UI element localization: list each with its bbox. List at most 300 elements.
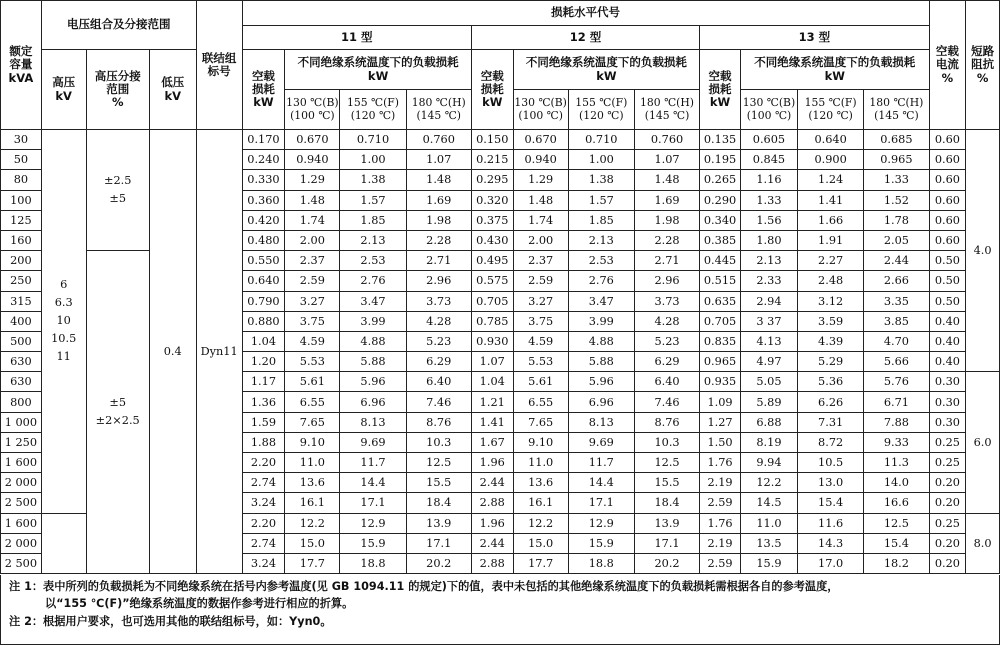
cell-value: 2.88: [471, 493, 513, 513]
cell-value: 12.5: [634, 453, 699, 473]
cell-value: 1.07: [471, 352, 513, 372]
cell-value: 6.55: [285, 392, 340, 412]
header-no-load-loss-13: 空载 损耗 kW: [700, 50, 741, 130]
cell-value: 1.00: [340, 150, 406, 170]
cell-value: 0.50: [929, 291, 966, 311]
cell-value: 4.28: [406, 311, 471, 331]
cell-value: 9.10: [285, 432, 340, 452]
cell-value: 0.295: [471, 170, 513, 190]
cell-value: 0.940: [513, 150, 568, 170]
cell-value: 0.60: [929, 230, 966, 250]
table-row: [1, 130, 1000, 150]
cell-capacity: 250: [1, 271, 42, 291]
cell-value: 17.0: [798, 553, 864, 573]
cell-value: 2.05: [864, 230, 929, 250]
cell-value: 0.940: [285, 150, 340, 170]
cell-capacity: 30: [1, 130, 42, 150]
cell-value: 14.4: [340, 473, 406, 493]
cell-value: 2.66: [864, 271, 929, 291]
cell-value: 4.88: [568, 331, 634, 351]
cell-value: 2.71: [634, 251, 699, 271]
cell-tap-range-1: ±2.5 ±5: [86, 130, 149, 251]
cell-value: 0.670: [285, 130, 340, 150]
cell-capacity: 2 500: [1, 553, 42, 573]
header-temp-h-12: 180 ℃(H) (145 ℃): [634, 90, 699, 130]
cell-value: 0.60: [929, 170, 966, 190]
cell-value: 5.36: [798, 372, 864, 392]
cell-value: 10.3: [406, 432, 471, 452]
cell-value: 17.1: [406, 533, 471, 553]
cell-value: 2.33: [740, 271, 797, 291]
cell-value: 0.320: [471, 190, 513, 210]
cell-value: 1.74: [285, 210, 340, 230]
cell-value: 1.85: [568, 210, 634, 230]
cell-value: 15.0: [513, 533, 568, 553]
cell-capacity: 400: [1, 311, 42, 331]
cell-value: 6.29: [406, 352, 471, 372]
cell-connection-merged: Dyn11: [196, 130, 242, 574]
cell-value: 2.48: [798, 271, 864, 291]
cell-value: 12.2: [285, 513, 340, 533]
cell-value: 1.56: [740, 210, 797, 230]
cell-value: 1.41: [798, 190, 864, 210]
header-load-loss-11: 不同绝缘系统温度下的负载损耗 kW: [285, 50, 472, 90]
cell-value: 4.59: [513, 331, 568, 351]
cell-value: 0.845: [740, 150, 797, 170]
cell-value: 1.04: [242, 331, 285, 351]
cell-value: 15.4: [864, 533, 929, 553]
cell-value: 0.635: [700, 291, 741, 311]
cell-lv-merged: 0.4: [149, 130, 196, 574]
cell-value: 0.40: [929, 352, 966, 372]
cell-value: 3.99: [340, 311, 406, 331]
cell-value: 3.85: [864, 311, 929, 331]
cell-value: 3.27: [513, 291, 568, 311]
cell-value: 0.480: [242, 230, 285, 250]
cell-value: 1.21: [471, 392, 513, 412]
cell-value: 2.44: [471, 533, 513, 553]
cell-value: 1.27: [700, 412, 741, 432]
cell-value: 2.59: [700, 553, 741, 573]
cell-value: 0.935: [700, 372, 741, 392]
cell-value: 2.94: [740, 291, 797, 311]
cell-value: 0.575: [471, 271, 513, 291]
header-voltage-combo: 电压组合及分接范围: [41, 1, 196, 50]
cell-value: 3.24: [242, 553, 285, 573]
cell-value: 0.25: [929, 513, 966, 533]
cell-value: 17.1: [340, 493, 406, 513]
cell-value: 4.39: [798, 331, 864, 351]
cell-value: 1.41: [471, 412, 513, 432]
cell-value: 0.60: [929, 150, 966, 170]
header-type-12: 12 型: [471, 26, 699, 50]
cell-value: 1.96: [471, 453, 513, 473]
cell-value: 1.17: [242, 372, 285, 392]
cell-value: 1.76: [700, 513, 741, 533]
cell-value: 15.9: [340, 533, 406, 553]
cell-impedance-2: 6.0: [966, 372, 1000, 513]
cell-value: 1.09: [700, 392, 741, 412]
cell-value: 12.2: [513, 513, 568, 533]
header-loss-level: 损耗水平代号: [242, 1, 929, 26]
cell-value: 9.94: [740, 453, 797, 473]
cell-capacity: 200: [1, 251, 42, 271]
cell-value: 1.88: [242, 432, 285, 452]
cell-value: 0.60: [929, 130, 966, 150]
cell-value: 3.73: [406, 291, 471, 311]
cell-value: 1.59: [242, 412, 285, 432]
header-connection: 联结组 标号: [196, 1, 242, 130]
cell-value: 13.6: [513, 473, 568, 493]
cell-capacity: 1 600: [1, 453, 42, 473]
cell-value: 1.69: [634, 190, 699, 210]
cell-value: 2.00: [513, 230, 568, 250]
cell-value: 17.1: [634, 533, 699, 553]
header-temp-b-11: 130 ℃(B) (100 ℃): [285, 90, 340, 130]
cell-value: 7.46: [406, 392, 471, 412]
cell-value: 1.20: [242, 352, 285, 372]
cell-value: 15.9: [568, 533, 634, 553]
cell-value: 14.5: [740, 493, 797, 513]
cell-value: 2.20: [242, 453, 285, 473]
cell-value: 3.27: [285, 291, 340, 311]
cell-value: 1.98: [634, 210, 699, 230]
cell-value: 6.40: [406, 372, 471, 392]
cell-value: 0.195: [700, 150, 741, 170]
cell-value: 0.550: [242, 251, 285, 271]
cell-value: 10.5: [798, 453, 864, 473]
cell-value: 0.445: [700, 251, 741, 271]
cell-value: 0.965: [700, 352, 741, 372]
cell-value: 1.48: [634, 170, 699, 190]
cell-value: 2.44: [864, 251, 929, 271]
cell-value: 5.61: [285, 372, 340, 392]
cell-value: 15.4: [798, 493, 864, 513]
cell-capacity: 500: [1, 331, 42, 351]
cell-value: 2.20: [242, 513, 285, 533]
cell-value: 1.38: [568, 170, 634, 190]
header-hv: 高压 kV: [41, 50, 86, 130]
cell-value: 8.13: [340, 412, 406, 432]
cell-value: 2.37: [513, 251, 568, 271]
note-2: 注 2：根据用户要求，也可选用其他的联结组标号，如：Yyn0。: [9, 614, 332, 628]
cell-value: 0.640: [242, 271, 285, 291]
cell-value: 1.00: [568, 150, 634, 170]
cell-value: 3.75: [513, 311, 568, 331]
header-temp-f-12: 155 ℃(F) (120 ℃): [568, 90, 634, 130]
cell-value: 1.57: [340, 190, 406, 210]
cell-value: 0.150: [471, 130, 513, 150]
cell-value: 1.07: [634, 150, 699, 170]
cell-value: 0.60: [929, 210, 966, 230]
cell-value: 18.8: [340, 553, 406, 573]
header-temp-f-13: 155 ℃(F) (120 ℃): [798, 90, 864, 130]
cell-value: 1.38: [340, 170, 406, 190]
cell-value: 0.880: [242, 311, 285, 331]
cell-value: 18.4: [406, 493, 471, 513]
header-hv-tap: 高压分接 范围 %: [86, 50, 149, 130]
cell-value: 4.28: [634, 311, 699, 331]
cell-value: 3.47: [340, 291, 406, 311]
header-lv: 低压 kV: [149, 50, 196, 130]
cell-hv-merged: 6 6.3 10 10.5 11: [41, 130, 86, 514]
cell-value: 9.69: [340, 432, 406, 452]
note-1-line-2: 以“155 ℃(F)”绝缘系统温度的数据作参考进行相应的折算。: [45, 597, 354, 611]
cell-value: 0.240: [242, 150, 285, 170]
cell-value: 5.29: [798, 352, 864, 372]
cell-value: 6.40: [634, 372, 699, 392]
cell-capacity: 125: [1, 210, 42, 230]
cell-value: 3.12: [798, 291, 864, 311]
cell-value: 7.46: [634, 392, 699, 412]
cell-value: 1.80: [740, 230, 797, 250]
cell-capacity: 1 600: [1, 513, 42, 533]
cell-value: 1.57: [568, 190, 634, 210]
cell-value: 7.65: [513, 412, 568, 432]
cell-value: 3.24: [242, 493, 285, 513]
cell-value: 6.55: [513, 392, 568, 412]
cell-value: 11.7: [340, 453, 406, 473]
cell-value: 8.13: [568, 412, 634, 432]
cell-value: 15.5: [634, 473, 699, 493]
cell-value: 5.23: [634, 331, 699, 351]
cell-value: 5.23: [406, 331, 471, 351]
cell-value: 0.265: [700, 170, 741, 190]
cell-value: 18.2: [864, 553, 929, 573]
cell-value: 11.3: [864, 453, 929, 473]
cell-value: 0.170: [242, 130, 285, 150]
header-temp-b-13: 130 ℃(B) (100 ℃): [740, 90, 797, 130]
cell-value: 2.59: [285, 271, 340, 291]
cell-value: 4.59: [285, 331, 340, 351]
cell-value: 16.1: [285, 493, 340, 513]
cell-value: 4.88: [340, 331, 406, 351]
cell-value: 18.8: [568, 553, 634, 573]
cell-value: 0.495: [471, 251, 513, 271]
cell-value: 7.31: [798, 412, 864, 432]
cell-value: 2.74: [242, 473, 285, 493]
cell-value: 5.05: [740, 372, 797, 392]
cell-value: 5.96: [568, 372, 634, 392]
cell-value: 1.76: [700, 453, 741, 473]
cell-value: 0.385: [700, 230, 741, 250]
cell-value: 8.76: [634, 412, 699, 432]
cell-value: 1.85: [340, 210, 406, 230]
cell-value: 0.430: [471, 230, 513, 250]
cell-value: 12.5: [864, 513, 929, 533]
cell-value: 11.6: [798, 513, 864, 533]
cell-value: 2.88: [471, 553, 513, 573]
cell-capacity: 800: [1, 392, 42, 412]
cell-value: 0.375: [471, 210, 513, 230]
cell-value: 14.4: [568, 473, 634, 493]
cell-value: 3.75: [285, 311, 340, 331]
cell-value: 2.19: [700, 473, 741, 493]
cell-value: 0.40: [929, 311, 966, 331]
cell-capacity: 100: [1, 190, 42, 210]
cell-value: 16.1: [513, 493, 568, 513]
cell-value: 2.71: [406, 251, 471, 271]
cell-value: 5.53: [513, 352, 568, 372]
cell-value: 1.98: [406, 210, 471, 230]
cell-value: 9.10: [513, 432, 568, 452]
cell-value: 0.965: [864, 150, 929, 170]
cell-value: 1.29: [285, 170, 340, 190]
cell-value: 17.7: [285, 553, 340, 573]
cell-value: 0.670: [513, 130, 568, 150]
cell-value: 2.53: [568, 251, 634, 271]
cell-value: 17.1: [568, 493, 634, 513]
cell-value: 18.4: [634, 493, 699, 513]
cell-capacity: 630: [1, 372, 42, 392]
cell-capacity: 80: [1, 170, 42, 190]
cell-value: 7.65: [285, 412, 340, 432]
cell-value: 0.290: [700, 190, 741, 210]
cell-value: 2.44: [471, 473, 513, 493]
cell-value: 0.20: [929, 473, 966, 493]
cell-value: 2.59: [513, 271, 568, 291]
cell-value: 5.66: [864, 352, 929, 372]
cell-value: 2.53: [340, 251, 406, 271]
cell-value: 1.07: [406, 150, 471, 170]
cell-impedance-1: 4.0: [966, 130, 1000, 372]
cell-value: 3.35: [864, 291, 929, 311]
cell-value: 8.72: [798, 432, 864, 452]
header-type-11: 11 型: [242, 26, 471, 50]
cell-value: 2.28: [406, 230, 471, 250]
cell-value: 0.640: [798, 130, 864, 150]
cell-impedance-3: 8.0: [966, 513, 1000, 574]
cell-value: 4.13: [740, 331, 797, 351]
cell-value: 0.135: [700, 130, 741, 150]
cell-value: 1.29: [513, 170, 568, 190]
cell-value: 14.3: [798, 533, 864, 553]
header-temp-h-13: 180 ℃(H) (145 ℃): [864, 90, 929, 130]
cell-value: 2.96: [634, 271, 699, 291]
cell-value: 13.6: [285, 473, 340, 493]
note-1-line-1: 注 1：表中所列的负载损耗为不同绝缘系统在括号内参考温度(见 GB 1094.11 的规定)下的值，表中未包括的其他绝缘系统温度下的负载损耗需根据各自的参考温度，: [9, 580, 839, 593]
cell-value: 7.88: [864, 412, 929, 432]
cell-value: 13.9: [406, 513, 471, 533]
cell-hv-blank: [41, 513, 86, 574]
cell-value: 0.835: [700, 331, 741, 351]
cell-capacity: 630: [1, 352, 42, 372]
cell-value: 1.16: [740, 170, 797, 190]
cell-value: 0.340: [700, 210, 741, 230]
cell-value: 2.00: [285, 230, 340, 250]
cell-capacity: 2 000: [1, 473, 42, 493]
cell-value: 4.97: [740, 352, 797, 372]
header-temp-b-12: 130 ℃(B) (100 ℃): [513, 90, 568, 130]
cell-value: 3.99: [568, 311, 634, 331]
cell-value: 15.9: [740, 553, 797, 573]
cell-value: 6.96: [340, 392, 406, 412]
cell-value: 2.59: [700, 493, 741, 513]
cell-value: 0.40: [929, 331, 966, 351]
cell-value: 11.7: [568, 453, 634, 473]
table-notes: [0, 575, 1000, 645]
cell-value: 0.50: [929, 271, 966, 291]
cell-value: 0.785: [471, 311, 513, 331]
cell-value: 15.0: [285, 533, 340, 553]
cell-value: 14.0: [864, 473, 929, 493]
cell-value: 2.27: [798, 251, 864, 271]
cell-value: 10.3: [634, 432, 699, 452]
cell-value: 12.9: [568, 513, 634, 533]
cell-value: 0.330: [242, 170, 285, 190]
cell-value: 1.52: [864, 190, 929, 210]
cell-value: 0.20: [929, 493, 966, 513]
cell-value: 4.70: [864, 331, 929, 351]
cell-value: 5.88: [568, 352, 634, 372]
cell-value: 1.78: [864, 210, 929, 230]
cell-value: 0.710: [340, 130, 406, 150]
cell-value: 0.705: [471, 291, 513, 311]
cell-value: 1.74: [513, 210, 568, 230]
cell-value: 2.28: [634, 230, 699, 250]
cell-value: 0.50: [929, 251, 966, 271]
cell-value: 1.69: [406, 190, 471, 210]
cell-value: 0.685: [864, 130, 929, 150]
header-temp-f-11: 155 ℃(F) (120 ℃): [340, 90, 406, 130]
cell-value: 0.360: [242, 190, 285, 210]
header-short-circuit: 短路 阻抗 %: [966, 1, 1000, 130]
cell-value: 1.66: [798, 210, 864, 230]
cell-value: 1.91: [798, 230, 864, 250]
cell-value: 1.33: [740, 190, 797, 210]
header-rated-capacity: 额定 容量 kVA: [1, 1, 42, 130]
cell-value: 9.33: [864, 432, 929, 452]
cell-value: 2.13: [340, 230, 406, 250]
cell-value: 0.900: [798, 150, 864, 170]
cell-value: 5.88: [340, 352, 406, 372]
cell-value: 2.19: [700, 533, 741, 553]
cell-value: 6.71: [864, 392, 929, 412]
cell-value: 5.96: [340, 372, 406, 392]
cell-capacity: 50: [1, 150, 42, 170]
cell-value: 1.48: [285, 190, 340, 210]
header-load-loss-12: 不同绝缘系统温度下的负载损耗 kW: [513, 50, 700, 90]
cell-value: 2.96: [406, 271, 471, 291]
header-no-load-loss-11: 空载 损耗 kW: [242, 50, 285, 130]
cell-value: 1.67: [471, 432, 513, 452]
cell-value: 16.6: [864, 493, 929, 513]
cell-value: 0.25: [929, 453, 966, 473]
cell-value: 6.29: [634, 352, 699, 372]
cell-value: 3.47: [568, 291, 634, 311]
cell-value: 1.48: [513, 190, 568, 210]
cell-value: 6.88: [740, 412, 797, 432]
cell-value: 1.96: [471, 513, 513, 533]
header-load-loss-13: 不同绝缘系统温度下的负载损耗 kW: [740, 50, 929, 90]
cell-value: 0.760: [406, 130, 471, 150]
cell-value: 0.605: [740, 130, 797, 150]
cell-value: 1.24: [798, 170, 864, 190]
cell-value: 15.5: [406, 473, 471, 493]
cell-value: 11.0: [285, 453, 340, 473]
cell-value: 2.74: [242, 533, 285, 553]
cell-value: 0.760: [634, 130, 699, 150]
cell-value: 0.30: [929, 372, 966, 392]
cell-value: 0.790: [242, 291, 285, 311]
cell-value: 0.30: [929, 392, 966, 412]
cell-value: 3 37: [740, 311, 797, 331]
cell-capacity: 1 000: [1, 412, 42, 432]
cell-value: 5.53: [285, 352, 340, 372]
cell-value: 1.33: [864, 170, 929, 190]
cell-value: 0.705: [700, 311, 741, 331]
cell-value: 1.50: [700, 432, 741, 452]
